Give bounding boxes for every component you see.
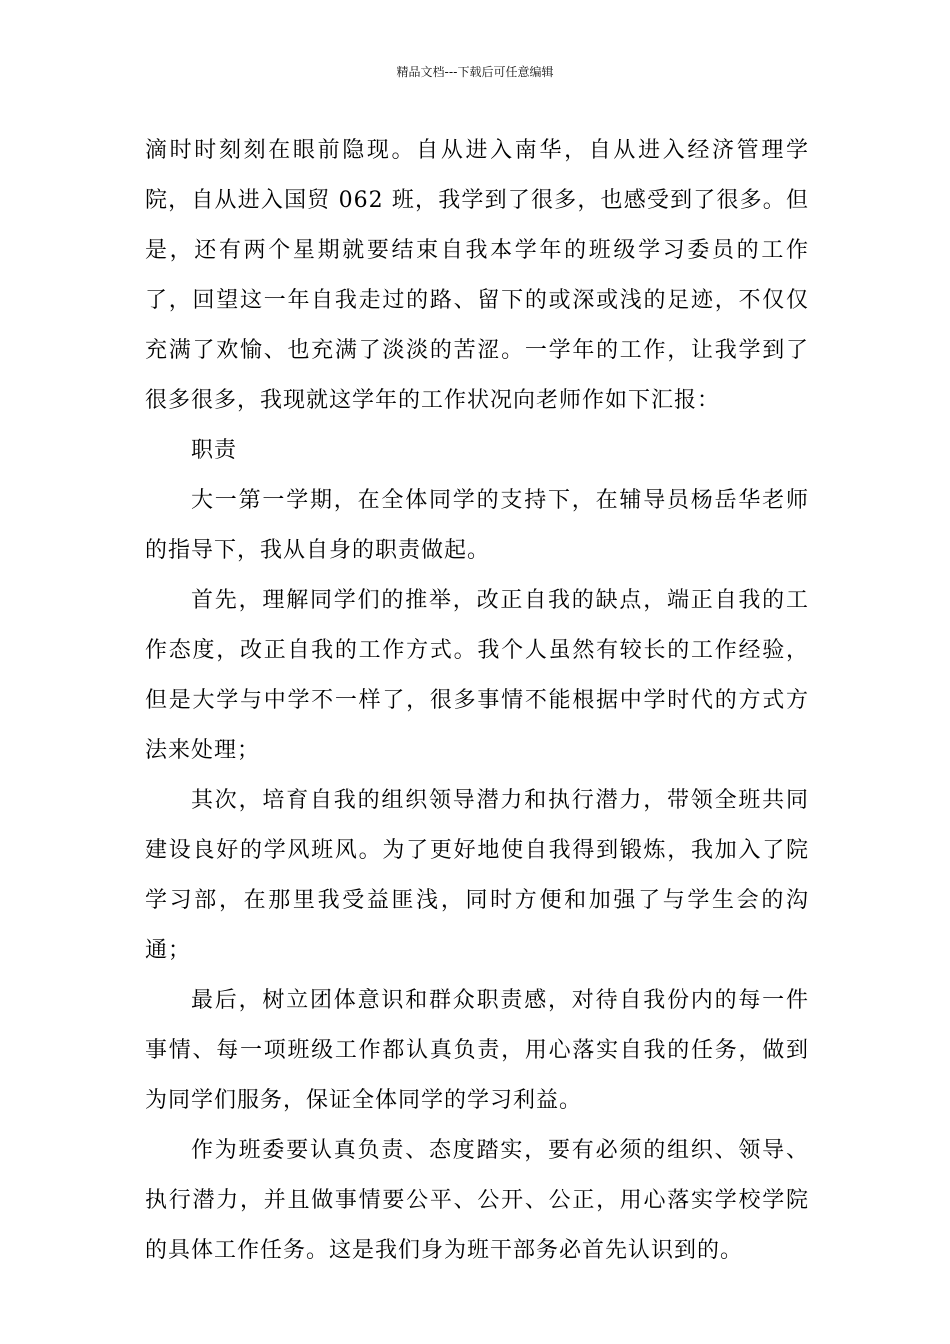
document-body: [145, 126, 809, 1276]
section-heading-duties: 职责: [191, 438, 238, 463]
paragraph-first-semester: 大一第一学期，在全体同学的支持下，在辅导员杨岳华老师的指导下，我从自身的职责做起。: [145, 488, 809, 563]
paragraph-committee-duty: 作为班委要认真负责、态度踏实，要有必须的组织、领导、执行潜力，并且做事情要公平、公开、公正，用心落实学校学院的具体工作任务。这是我们身为班干部务必首先认识到的。: [145, 1138, 809, 1263]
paragraph-second-point: 其次，培育自我的组织领导潜力和执行潜力，带领全班共同建设良好的学风班风。为了更好地使自我得到锻炼，我加入了院学习部，在那里我受益匪浅，同时方便和加强了与学生会的沟通；: [145, 788, 809, 963]
paragraph-first-point: 首先，理解同学们的推举，改正自我的缺点，端正自我的工作态度，改正自我的工作方式。我个人虽然有较长的工作经验，但是大学与中学不一样了，很多事情不能根据中学时代的方式方法来处理；: [145, 588, 809, 763]
paragraph-intro: 滴时时刻刻在眼前隐现。自从进入南华，自从进入经济管理学院，自从进入国贸 062 班，我学到了很多，也感受到了很多。但是，还有两个星期就要结束自我本学年的班级学习委员的工作了，回望这一年自我走过的路、留下的或深或浅的足迹，不仅仅充满了欢愉、也充满了淡淡的苦涩。一学年的工作，让我学到了很多很多，我现就这学年的工作状况向老师作如下汇报：: [145, 138, 809, 413]
paragraph-third-point: 最后，树立团体意识和群众职责感，对待自我份内的每一件事情、每一项班级工作都认真负责，用心落实自我的任务，做到为同学们服务，保证全体同学的学习利益。: [145, 988, 809, 1113]
page-header: 精品文档---下载后可任意编辑: [396, 65, 554, 79]
